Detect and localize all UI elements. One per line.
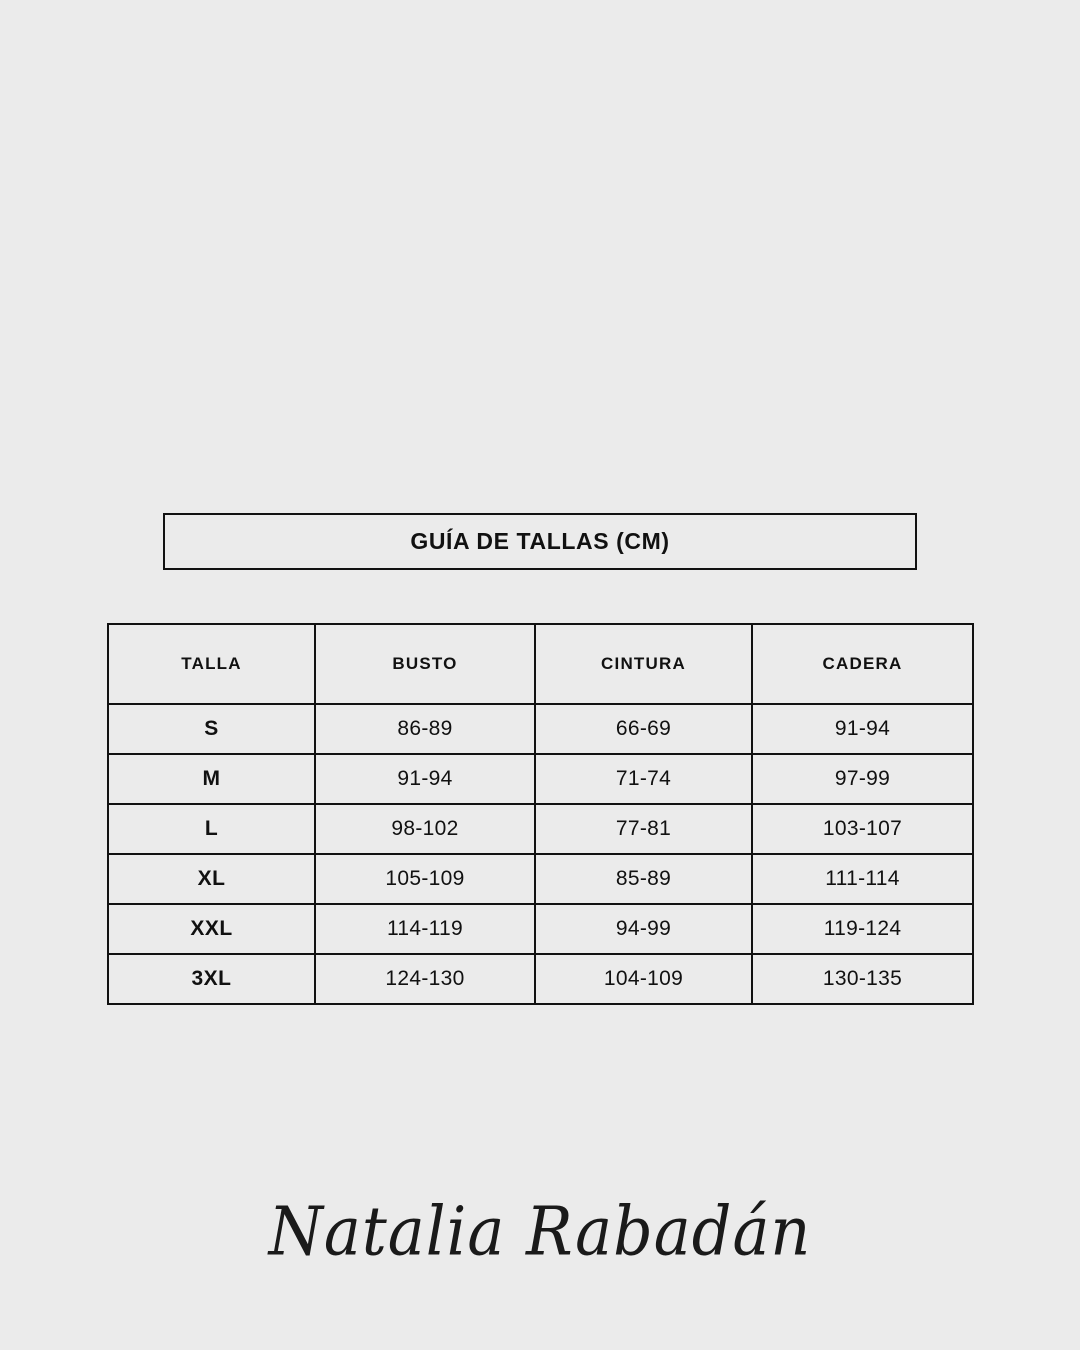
brand-signature: Natalia Rabadán [268,1192,812,1271]
column-header-talla: TALLA [108,624,315,704]
cell-talla: M [108,754,315,804]
column-header-busto: BUSTO [315,624,535,704]
cell-cadera: 91-94 [752,704,973,754]
cell-cadera: 111-114 [752,854,973,904]
cell-cintura: 85-89 [535,854,752,904]
column-header-cadera: CADERA [752,624,973,704]
cell-talla: 3XL [108,954,315,1004]
size-chart-table [107,623,974,1005]
table-row [108,804,973,854]
table-row [108,954,973,1004]
table-row [108,854,973,904]
cell-busto: 114-119 [315,904,535,954]
cell-cadera: 97-99 [752,754,973,804]
cell-cadera: 103-107 [752,804,973,854]
column-header-cintura: CINTURA [535,624,752,704]
cell-busto: 91-94 [315,754,535,804]
cell-cintura: 71-74 [535,754,752,804]
cell-cadera: 130-135 [752,954,973,1004]
cell-talla: S [108,704,315,754]
cell-cadera: 119-124 [752,904,973,954]
cell-busto: 98-102 [315,804,535,854]
cell-busto: 124-130 [315,954,535,1004]
table-row [108,904,973,954]
table-row [108,704,973,754]
cell-busto: 105-109 [315,854,535,904]
table-row [108,754,973,804]
page-title: GUÍA DE TALLAS (CM) [410,528,670,554]
cell-talla: XXL [108,904,315,954]
cell-cintura: 77-81 [535,804,752,854]
table-header-row [108,624,973,704]
cell-talla: L [108,804,315,854]
cell-cintura: 94-99 [535,904,752,954]
cell-cintura: 66-69 [535,704,752,754]
cell-talla: XL [108,854,315,904]
cell-busto: 86-89 [315,704,535,754]
title-banner [163,513,917,570]
cell-cintura: 104-109 [535,954,752,1004]
